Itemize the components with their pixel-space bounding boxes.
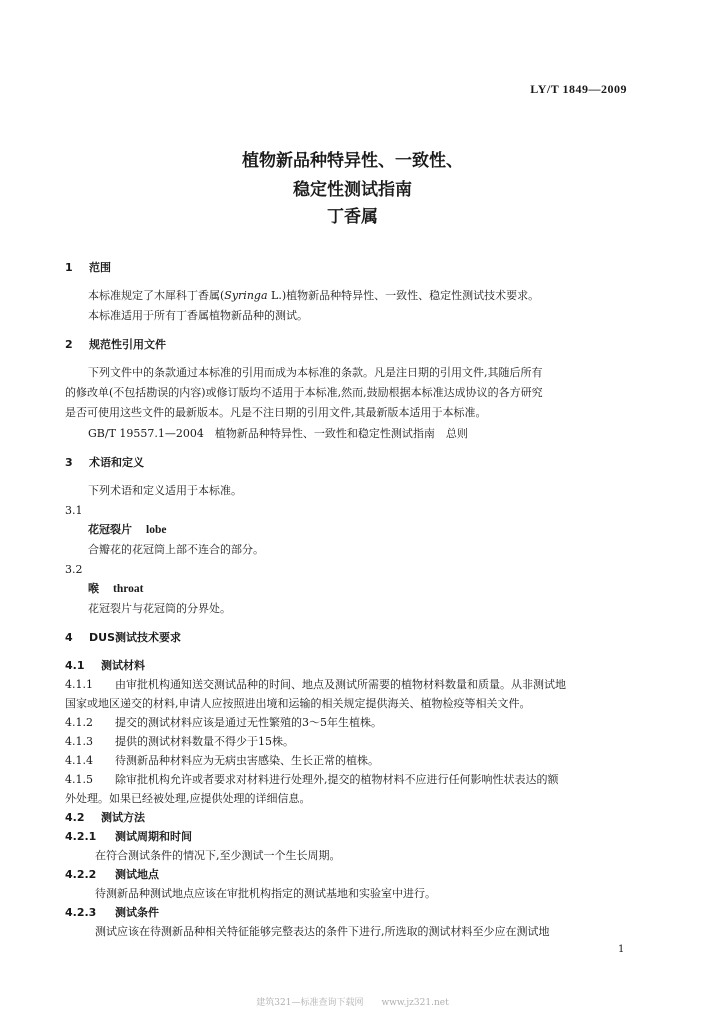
paragraph-line: 是否可使用这些文件的最新版本。凡是不注日期的引用文件,其最新版本适用于本标准。 <box>65 406 487 419</box>
clause-text: 除审批机构允许或者要求对材料进行处理外,提交的植物材料不应进行任何影响性状表达的额 <box>115 773 559 786</box>
term-entry <box>88 523 166 537</box>
term-en: lobe <box>146 524 167 536</box>
clause-number: 4.1.4 <box>65 754 93 767</box>
text-run: 本标准规定了木犀科丁香属( <box>88 289 225 302</box>
text-run: L.)植物新品种特异性、一致性、稳定性测试技术要求。 <box>267 289 540 302</box>
clause-title: 测试地点 <box>115 868 159 881</box>
subsection-number: 4.1 <box>65 659 85 672</box>
section-title: 范围 <box>89 261 111 274</box>
clause-heading <box>65 830 192 844</box>
subsection-heading <box>65 659 145 673</box>
doc-title-line-2: 稳定性测试指南 <box>293 180 412 200</box>
section-title: 规范性引用文件 <box>89 338 166 351</box>
clause-title: 测试条件 <box>115 906 159 919</box>
subsection-title: 测试材料 <box>101 659 145 672</box>
clause-line <box>65 754 379 768</box>
clause-line: 国家或地区递交的材料,申请人应按照进出境和运输的相关规定提供海关、植物检疫等相关文件。 <box>65 697 531 710</box>
clause-heading <box>65 868 159 882</box>
clause-text: 在符合测试条件的情况下,至少测试一个生长周期。 <box>95 849 341 862</box>
clause-text: 提交的测试材料应该是通过无性繁殖的3～5年生植株。 <box>115 716 382 729</box>
clause-title: 测试周期和时间 <box>115 830 192 843</box>
section-number: 3 <box>65 456 73 469</box>
section-4-heading <box>65 631 181 645</box>
clause-text: 提供的测试材料数量不得少于15株。 <box>115 735 294 748</box>
section-title: 术语和定义 <box>89 456 144 469</box>
paragraph <box>88 289 539 303</box>
term-zh: 花冠裂片 <box>88 523 132 536</box>
section-number: 4 <box>65 631 73 644</box>
paragraph: 下列术语和定义适用于本标准。 <box>88 484 242 497</box>
clause-number: 4.1.2 <box>65 716 93 729</box>
section-title: DUS测试技术要求 <box>89 631 181 644</box>
subsection-heading <box>65 811 145 825</box>
clause-text: 由审批机构通知送交测试品种的时间、地点及测试所需要的植物材料数量和质量。从非测试地 <box>115 678 566 691</box>
clause-number: 4.2.1 <box>65 830 97 843</box>
subsection-title: 测试方法 <box>101 811 145 824</box>
clause-text: 待测新品种测试地点应该在审批机构指定的测试基地和实验室中进行。 <box>95 887 436 900</box>
doc-title-line-1: 植物新品种特异性、一致性、 <box>242 151 463 171</box>
section-number: 1 <box>65 261 73 274</box>
page-number: 1 <box>618 944 625 955</box>
clause-number: 3.2 <box>65 563 83 576</box>
term-entry <box>88 582 143 596</box>
latin-name: Syringa <box>224 289 268 302</box>
clause-number: 3.1 <box>65 504 83 517</box>
paragraph-line: 的修改单(不包括勘误的内容)或修订版均不适用于本标准,然而,鼓励根据本标准达成协议的各方研究 <box>65 386 543 399</box>
clause-line <box>65 716 382 730</box>
term-definition: 合瓣花的花冠筒上部不连合的部分。 <box>88 543 264 556</box>
clause-line <box>65 773 559 787</box>
section-2-heading <box>65 338 166 352</box>
clause-number: 4.2.3 <box>65 906 97 919</box>
normative-reference: GB/T 19557.1—2004 植物新品种特异性、一致性和稳定性测试指南 总则 <box>88 427 468 440</box>
clause-number: 4.1.1 <box>65 678 93 691</box>
standard-code: LY/T 1849—2009 <box>530 82 627 96</box>
subsection-number: 4.2 <box>65 811 85 824</box>
term-en: throat <box>113 583 144 595</box>
section-number: 2 <box>65 338 73 351</box>
clause-line <box>65 678 566 692</box>
term-definition: 花冠裂片与花冠筒的分界处。 <box>88 602 231 615</box>
clause-text: 测试应该在待测新品种相关特征能够完整表达的条件下进行,所选取的测试材料至少应在测试地 <box>95 925 550 938</box>
clause-number: 4.2.2 <box>65 868 97 881</box>
section-1-heading <box>65 261 111 275</box>
paragraph-line: 下列文件中的条款通过本标准的引用而成为本标准的条款。凡是注日期的引用文件,其随后所有 <box>88 366 543 379</box>
term-zh: 喉 <box>88 582 99 595</box>
clause-number: 4.1.3 <box>65 735 93 748</box>
footer-watermark: 建筑321—标准查询下载网 www.jz321.net <box>256 998 449 1008</box>
clause-line: 外处理。如果已经被处理,应提供处理的详细信息。 <box>65 792 311 805</box>
paragraph: 本标准适用于所有丁香属植物新品种的测试。 <box>88 309 308 322</box>
clause-line <box>65 735 294 749</box>
clause-text: 待测新品种材料应为无病虫害感染、生长正常的植株。 <box>115 754 379 767</box>
doc-title-line-3: 丁香属 <box>327 207 378 227</box>
clause-number: 4.1.5 <box>65 773 93 786</box>
clause-heading <box>65 906 159 920</box>
section-3-heading <box>65 456 144 470</box>
